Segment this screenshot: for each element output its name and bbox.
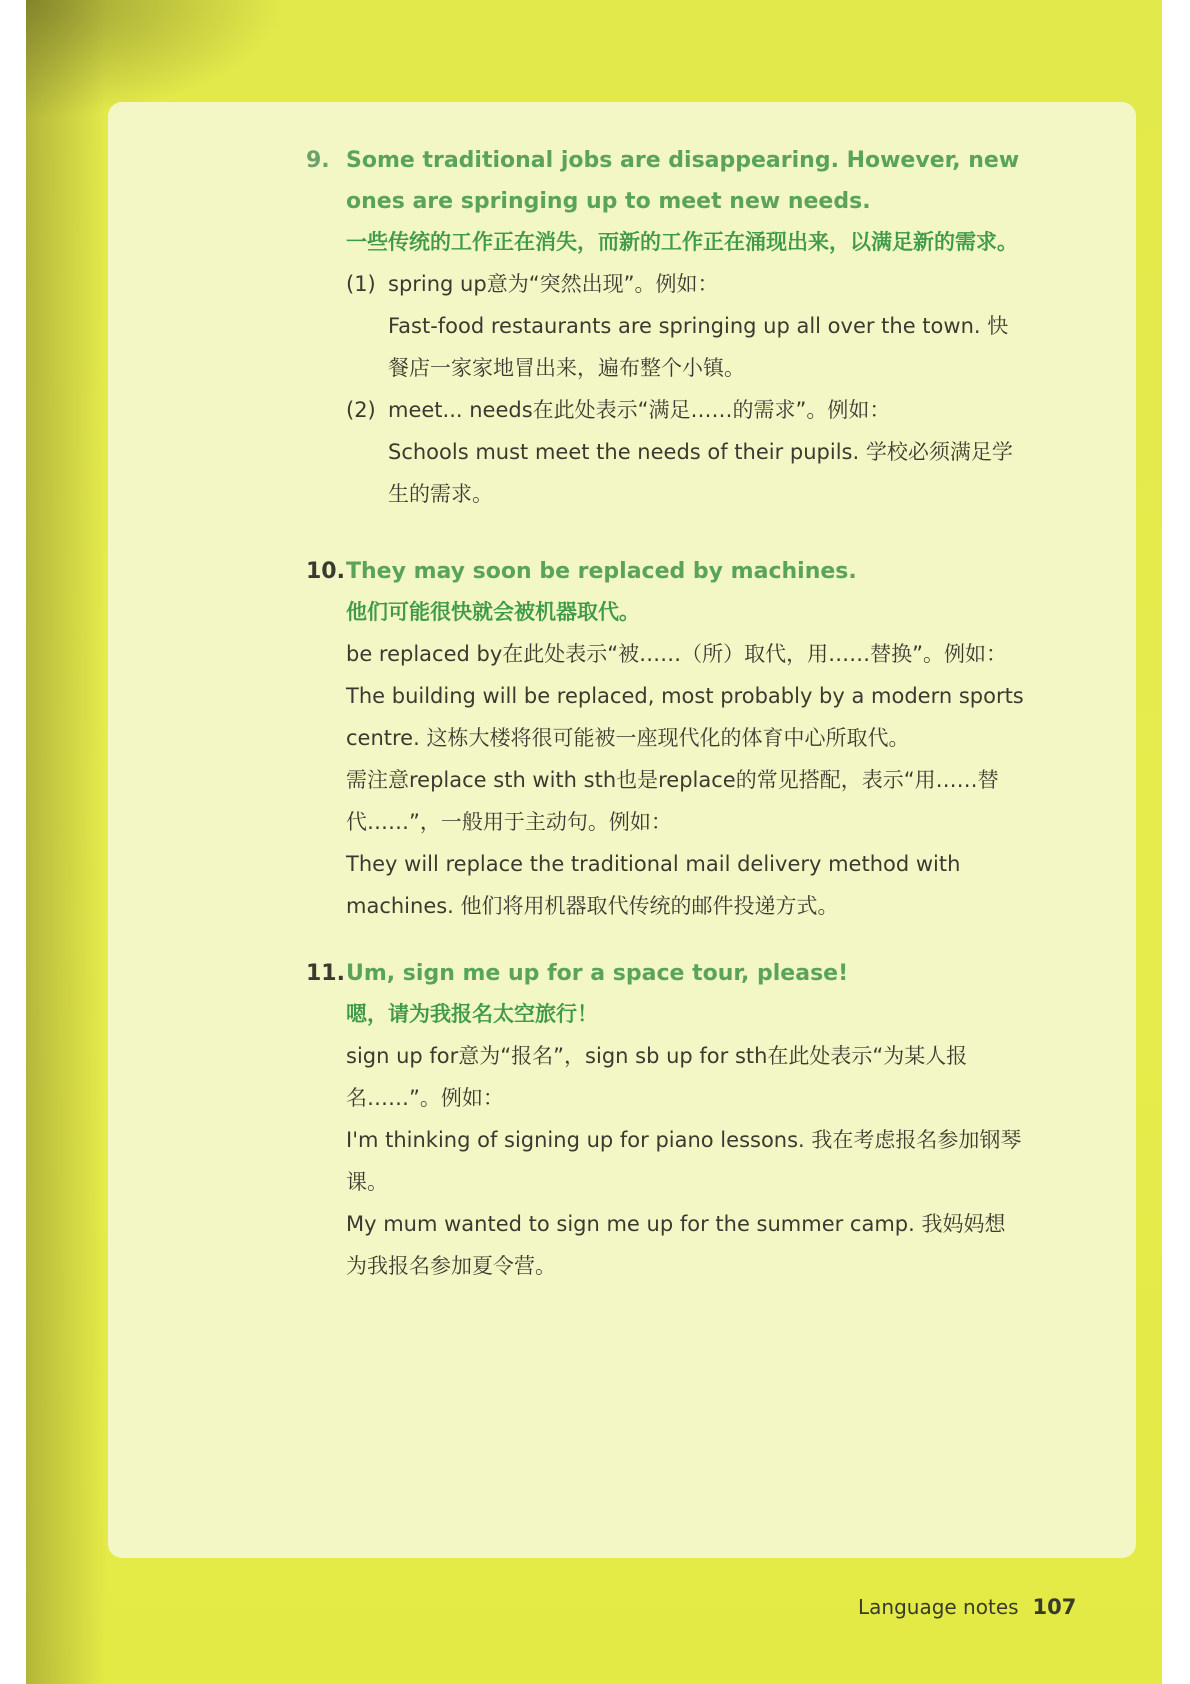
language-notes-content: [306, 140, 1026, 1287]
note-heading-en: They may soon be replaced by machines.: [346, 559, 857, 584]
subnote-label: (1): [346, 272, 376, 296]
binding-shadow: [26, 0, 106, 1684]
note-item-10: [306, 551, 1026, 927]
note-explanation: 需注意replace sth with sth也是replace的常见搭配，表示“用……替代……”，一般用于主动句。例如：: [346, 768, 999, 834]
note-heading-en: Um, sign me up for a space tour, please!: [346, 961, 849, 986]
subnote-text: spring up意为“突然出现”。例如：: [388, 272, 719, 296]
subnote-2: [346, 389, 1026, 515]
example-sentence: Fast-food restaurants are springing up all over the town. 快餐店一家家地冒出来，遍布整个小镇。: [388, 314, 1009, 380]
note-item-11: [306, 953, 1026, 1287]
section-name: Language notes: [858, 1595, 1019, 1619]
note-item-9: [306, 140, 1026, 515]
page-footer: [858, 1595, 1076, 1619]
note-explanation: be replaced by在此处表示“被……（所）取代，用……替换”。例如：: [346, 642, 1008, 666]
subnote-label: (2): [346, 398, 376, 422]
example-sentence: The building will be replaced, most probably by a modern sports centre. 这栋大楼将很可能被一座现代化的体育中心所取代。: [346, 684, 1024, 750]
page-number: 107: [1032, 1595, 1077, 1619]
note-heading-zh: 一些传统的工作正在消失，而新的工作正在涌现出来，以满足新的需求。: [346, 230, 1018, 254]
note-heading-en: Some traditional jobs are disappearing. However, new ones are springing up to meet new needs.: [346, 148, 1020, 214]
note-heading-zh: 嗯，请为我报名太空旅行！: [346, 1002, 598, 1026]
note-number: 11.: [306, 961, 345, 986]
note-heading-zh: 他们可能很快就会被机器取代。: [346, 600, 640, 624]
note-number: 10.: [306, 559, 345, 584]
example-sentence: My mum wanted to sign me up for the summer camp. 我妈妈想为我报名参加夏令营。: [346, 1212, 1006, 1278]
subnote-text: meet... needs在此处表示“满足……的需求”。例如：: [388, 398, 891, 422]
note-number: 9.: [306, 148, 330, 173]
example-sentence: Schools must meet the needs of their pupils. 学校必须满足学生的需求。: [388, 440, 1013, 506]
example-sentence: I'm thinking of signing up for piano lessons. 我在考虑报名参加钢琴课。: [346, 1128, 1022, 1194]
example-sentence: They will replace the traditional mail delivery method with machines. 他们将用机器取代传统的邮件投递方式。: [346, 852, 961, 918]
subnote-1: [346, 263, 1026, 389]
note-explanation: sign up for意为“报名”，sign sb up for sth在此处表示“为某人报名……”。例如：: [346, 1044, 968, 1110]
